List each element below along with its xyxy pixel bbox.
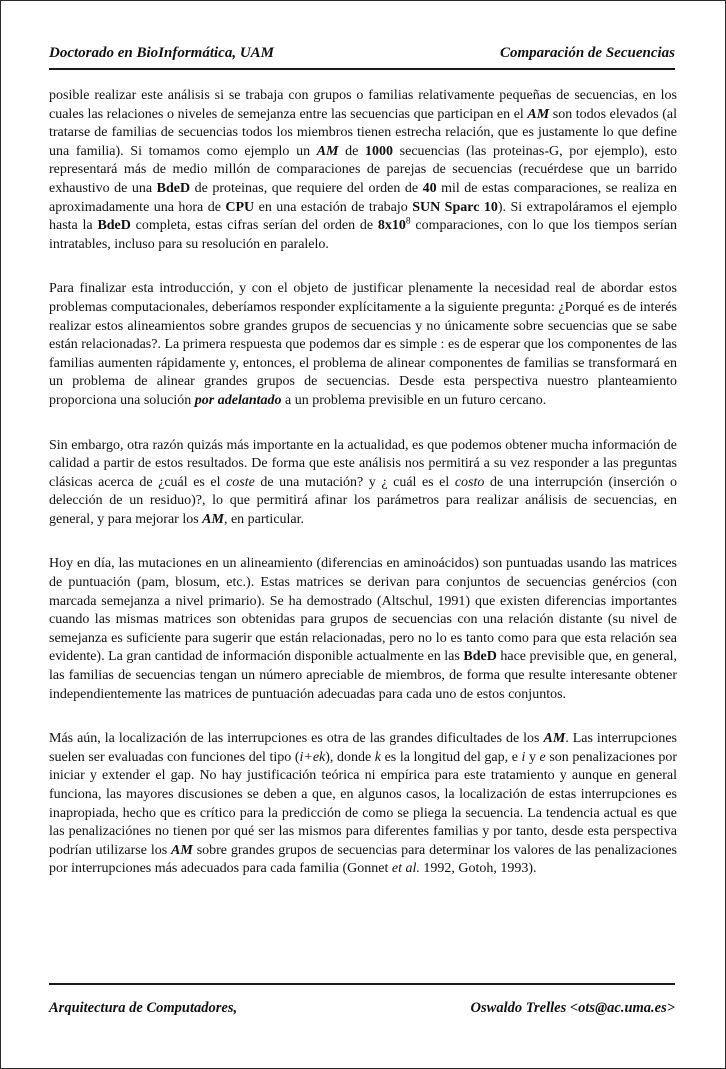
- paragraph: [49, 87, 677, 254]
- text-run: sobre grandes grupos de secuencias para determinar los valores de las penalizaciones por interrupciones más adecuados para cada familia (Gonnet: [49, 842, 677, 877]
- text-run: a un problema previsible en un futuro cercano.: [281, 392, 547, 408]
- text-run: et al.: [391, 861, 420, 877]
- text-run: 1000: [365, 143, 394, 159]
- text-run: AM: [171, 842, 193, 858]
- paragraph: [49, 730, 677, 879]
- text-run: BdeD: [156, 180, 191, 196]
- text-run: completa, estas cifras serían del orden de: [130, 218, 378, 234]
- text-run: de proteinas, que requiere del orden de: [190, 180, 423, 196]
- text-run: de una interrupción (inserción o delección de un residuo)?, lo que permitirá afinar los parámetros para realizar análisis de secuencias, en general, y para mejorar los: [49, 474, 677, 527]
- text-run: BdeD: [463, 649, 497, 665]
- text-run: son todos elevados (al tratarse de familias de secuencias todos los miembros tienen estrecha relación, que es justamente lo que define una familia). Si tomamos como ejemplo un: [49, 106, 677, 159]
- text-run: secuencias (las proteinas-G, por ejemplo), esto representará más de medio millón de comparaciones de parejas de secuencias (recuérdese que un barrido exhaustivo de una: [49, 143, 677, 196]
- text-run: por adelantado: [194, 392, 282, 408]
- footer-author-email: Oswaldo Trelles <ots@ac.uma.es>: [470, 1000, 675, 1016]
- paragraph: [49, 280, 677, 410]
- document-body: [49, 87, 677, 905]
- text-run: , en particular.: [223, 511, 305, 527]
- footer-divider: [49, 983, 675, 985]
- text-run: AM: [316, 143, 339, 159]
- text-run: AM: [543, 731, 566, 747]
- footer-department: Arquitectura de Computadores,: [49, 1000, 238, 1016]
- text-run: AM: [527, 106, 550, 122]
- text-run: de: [338, 143, 366, 159]
- text-run: Para finalizar esta introducción, y con el objeto de justificar plenamente la necesidad real de abordar estos problemas computacionales, deberíamos responder explícitamente a la siguiente pregunta: ¿Porqué es de interés realizar estos alineamientos sobre grandes grupos de secuencias y no únicamente sobre secuencias que se sabe están relacionadas?. La primera respuesta que podemos dar es simple : es de esperar que los componentes de las familias aumenten rápidamente y, entonces, el problema de alinear componentes de familias se transformará en un problema de alinear grandes grupos de secuencias. Desde esta perspectiva nuestro planteamiento proporciona una solución: [49, 281, 677, 408]
- text-run: 8x10: [377, 218, 406, 234]
- text-run: AM: [202, 511, 224, 527]
- text-run: e: [539, 749, 546, 765]
- text-run: comparaciones, con lo que los tiempos serían intratables, incluso para su resolución en paralelo.: [49, 218, 677, 252]
- paragraph: [49, 437, 677, 530]
- text-run: CPU: [225, 199, 255, 215]
- text-run: i: [521, 749, 526, 765]
- text-run: SUN Sparc 10: [412, 199, 498, 215]
- text-run: posible realizar este análisis si se trabaja con grupos o familias relativamente pequeñas de secuencias, en los cuales las relaciones o niveles de semejanza entre las secuencias que participan en el: [49, 88, 677, 122]
- text-run: Más aún, la localización de las interrupciones es otra de las grandes dificultades de los: [49, 731, 544, 747]
- text-run: 1992, Gotoh, 1993).: [419, 861, 537, 877]
- text-run: hace previsible que, en general, las familias de secuencias tengan un número apreciable de miembros, de forma que resulte interesante obtener independientemente las matrices de puntuación adecuadas para cada uno de estos conjuntos.: [49, 649, 677, 702]
- text-run: . Las interrupciones suelen ser evaluadas con funciones del tipo (: [49, 731, 678, 765]
- text-run: coste: [226, 474, 255, 490]
- text-run: 40: [422, 180, 437, 196]
- text-run: en una estación de trabajo: [254, 199, 413, 215]
- page-footer: [49, 1000, 675, 1017]
- header-document-title: Comparación de Secuencias: [500, 45, 675, 61]
- text-run: es la longitud del gap, e: [381, 749, 522, 765]
- text-run: Hoy en día, las mutaciones en un alineamiento (diferencias en aminoácidos) son puntuadas usando las matrices de puntuación (pam, blosum, etc.). Estas matrices se derivan para conjuntos de secuencias genércios (con marcada semejanza a nivel primario). Se ha demostrado (Altschul, 1991) que existen diferencias importantes cuando las mismas matrices son obtenidas para grupos de secuencias con una relación distante (su nivel de semejanza es suficiente para sugerir que están relacionadas, pero no lo es tanto como para que esta relación sea evidente). La gran cantidad de información disponible actualmente en las: [49, 556, 677, 665]
- text-run: ), donde: [325, 749, 375, 765]
- text-run: k: [374, 749, 382, 765]
- text-run: i+ek: [299, 749, 326, 765]
- page-header: [49, 45, 675, 70]
- paragraph: [49, 555, 677, 704]
- text-run: y: [525, 749, 540, 765]
- text-run: costo: [454, 474, 485, 490]
- text-run: mil de estas comparaciones, se realiza en aproximadamente una hora de: [49, 180, 677, 215]
- text-run: de una mutación? y ¿ cuál es el: [254, 474, 455, 490]
- text-run: ). Si extrapoláramos el ejemplo hasta la: [49, 199, 677, 234]
- text-run: 8: [405, 216, 411, 227]
- text-run: BdeD: [97, 218, 131, 234]
- text-run: son penalizaciones por iniciar y extender el gap. No hay justificación teórica ni empírica para este tratamiento y aunque en general funciona, las mayores discusiones se deben a que, en algunos casos, la localización de estas interrupciones es inapropiada, hecho que es crítico para la predicción de como se pliega la secuencia. La tendencia actual es que las penalizaciónes no tienen por qué ser las mismos para diferentes familias y por tanto, desde esta perspectiva podrían utilizarse los: [49, 749, 677, 858]
- header-course-title: Doctorado en BioInformática, UAM: [49, 45, 275, 61]
- text-run: Sin embargo, otra razón quizás más importante en la actualidad, es que podemos obtener mucha información de calidad a partir de estos resultados. De forma que este análisis nos permitirá a su vez responder a las preguntas clásicas acerca de ¿cuál es el: [49, 437, 677, 490]
